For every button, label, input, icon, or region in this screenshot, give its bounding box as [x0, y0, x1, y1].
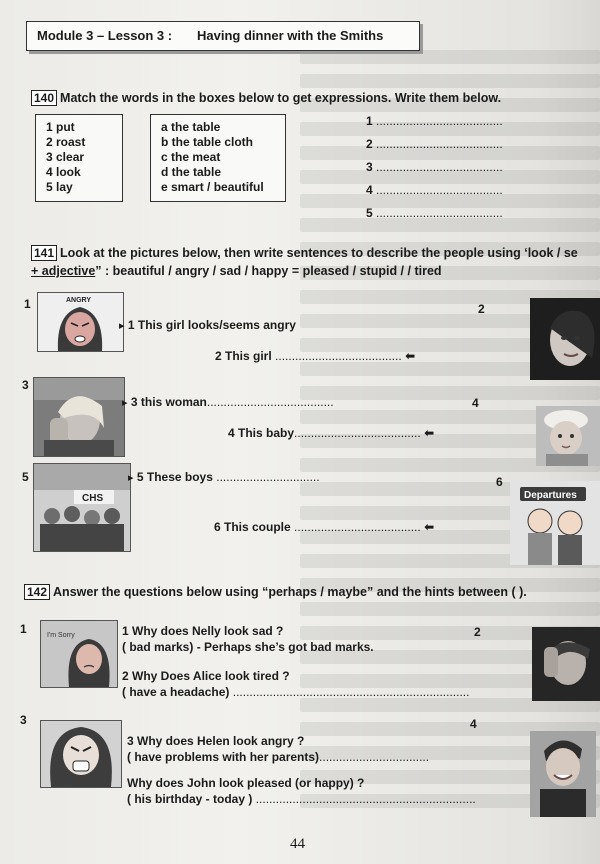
sad-girl-cartoon — [40, 620, 118, 688]
girl-photo — [530, 298, 600, 380]
boys-cheering-photo — [33, 463, 131, 552]
couple-departures-cartoon — [510, 481, 600, 565]
ex141-number: 141 — [31, 245, 57, 261]
ex141-instruction: 141 Look at the pictures below, then write sentences to describe the people using ‘look / se + adjective” : beautiful / angry / sad / happy = pleased / stupid / / tired — [31, 246, 578, 278]
happy-boy-photo — [530, 731, 596, 817]
right-phrase-a: a the table — [161, 120, 221, 134]
right-phrase-b: b the table cloth — [161, 135, 254, 149]
ex140-number: 140 — [31, 90, 57, 106]
ex140-answer-5[interactable]: 5 ...................................... — [366, 206, 503, 220]
sentence-2[interactable]: 2 This girl ...................................... ⬅ — [215, 349, 416, 363]
question-2[interactable]: 2 Why Does Alice look tired ? ( have a headache) ....................................................................... — [122, 669, 470, 699]
question-3[interactable]: 3 Why does Helen look angry ? ( have problems with her parents)................................. — [127, 734, 430, 764]
angry-girl-picture — [37, 292, 124, 352]
right-phrase-d: d the table — [161, 165, 222, 179]
svg-text:I'm Sorry: I'm Sorry — [47, 632, 75, 639]
left-word-4: 4 look — [46, 165, 81, 179]
pic-number-4: 4 — [472, 396, 479, 410]
svg-text:Departures: Departures — [524, 490, 577, 501]
left-word-2: 2 roast — [46, 135, 86, 149]
angry-woman-cartoon — [40, 720, 122, 788]
ex140-instruction: 140 Match the words in the boxes below to get expressions. Write them below. — [31, 90, 501, 106]
sentence-3[interactable]: ▸ 3 this woman...................................... — [122, 395, 334, 409]
pic-number-5: 5 — [22, 470, 29, 484]
baby-photo — [536, 406, 600, 466]
svg-text:ANGRY: ANGRY — [66, 297, 92, 304]
svg-text:CHS: CHS — [82, 493, 104, 504]
sentence-1: ▸ 1 This girl looks/seems angry — [119, 318, 296, 332]
ex140-answer-1[interactable]: 1 ...................................... — [366, 114, 503, 128]
right-phrase-c: c the meat — [161, 150, 221, 164]
pic-number-1: 1 — [24, 297, 31, 311]
ex142-number: 142 — [24, 584, 50, 600]
pic-number-6: 6 — [496, 475, 503, 489]
q-number-4: 4 — [470, 717, 477, 731]
tired-boy-photo — [532, 627, 600, 701]
ex140-left-box — [35, 114, 123, 202]
question-1: 1 Why does Nelly look sad ? ( bad marks) - Perhaps she’s got bad marks. — [122, 624, 374, 654]
left-word-1: 1 put — [46, 120, 75, 134]
module-label: Module 3 – Lesson 3 : — [37, 28, 173, 43]
lesson-title: Having dinner with the Smiths — [197, 28, 384, 43]
left-word-5: 5 lay — [46, 180, 73, 194]
sentence-5[interactable]: ▸ 5 These boys ............................... — [128, 470, 320, 484]
question-4[interactable]: Why does John look pleased (or happy) ? ( his birthday - today ) .................................................................. — [127, 776, 476, 806]
q-number-3: 3 — [20, 713, 27, 727]
ex140-answer-3[interactable]: 3 ...................................... — [366, 160, 503, 174]
ex140-answer-2[interactable]: 2 ...................................... — [366, 137, 503, 151]
page-number: 44 — [290, 836, 305, 852]
pic-number-2: 2 — [478, 302, 485, 316]
q-number-1: 1 — [20, 622, 27, 636]
left-word-3: 3 clear — [46, 150, 85, 164]
sentence-4[interactable]: 4 This baby...................................... ⬅ — [228, 426, 435, 440]
ex140-right-box — [150, 114, 286, 202]
ex140-answer-4[interactable]: 4 ...................................... — [366, 183, 503, 197]
ex142-instruction: 142 Answer the questions below using “perhaps / maybe” and the hints between ( ). — [24, 584, 527, 600]
right-phrase-e: e smart / beautiful — [161, 180, 264, 194]
tired-woman-photo — [33, 377, 125, 457]
sentence-6[interactable]: 6 This couple ...................................... ⬅ — [214, 520, 435, 534]
pic-number-3: 3 — [22, 378, 29, 392]
lesson-header — [26, 21, 420, 51]
q-number-2: 2 — [474, 625, 481, 639]
